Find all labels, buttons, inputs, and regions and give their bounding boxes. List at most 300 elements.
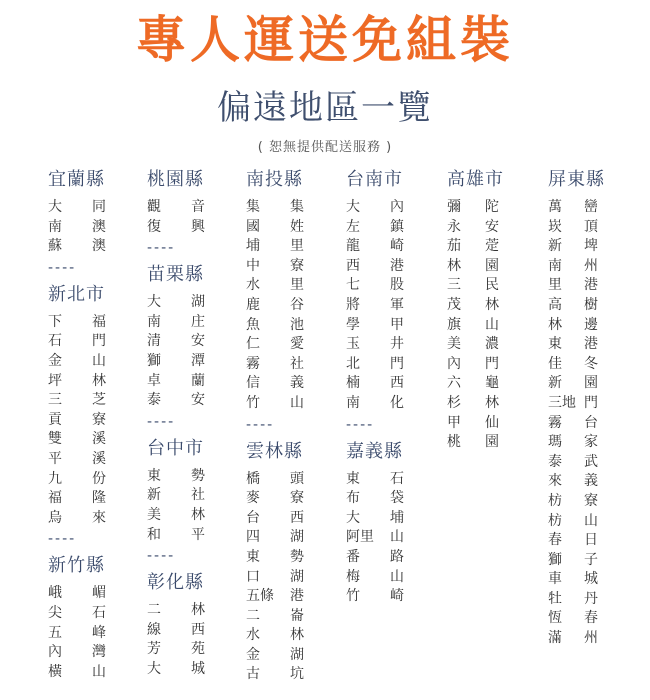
county-name: 彰化縣 — [147, 572, 204, 594]
town-entry — [246, 218, 304, 238]
town-entry — [246, 646, 304, 666]
town-name-part: 湖 — [290, 646, 304, 663]
town-entry — [147, 640, 205, 660]
county-group — [147, 168, 205, 257]
town-name-part: 股 — [390, 277, 404, 294]
town-name-part: 嵋 — [92, 585, 106, 602]
town-name-part: 旗 — [447, 316, 461, 333]
town-name-part: 七 — [346, 277, 360, 294]
town-name-part: 家 — [584, 434, 598, 451]
town-name-part: 平 — [48, 450, 62, 467]
town-name-part: 坑 — [290, 666, 304, 683]
town-entry — [48, 489, 106, 509]
town-name-part: 樹 — [584, 296, 598, 313]
county-separator: ---- — [147, 548, 176, 565]
town-name-part: 大 — [147, 660, 161, 677]
town-name-part: 玉 — [346, 336, 360, 353]
town-name-part: 獅 — [147, 352, 161, 369]
town-name-part: 桃 — [447, 434, 461, 451]
town-name-part: 茄 — [447, 238, 461, 255]
town-entry — [346, 335, 404, 355]
town-name-part: 芳 — [147, 641, 161, 658]
town-name-part: 楠 — [346, 375, 360, 392]
town-name-part: 州 — [584, 630, 598, 647]
town-name-part: 春 — [584, 610, 598, 627]
town-name-part: 五條 — [246, 588, 274, 605]
county-name: 雲林縣 — [246, 440, 303, 462]
town-name-part: 潭 — [191, 352, 205, 369]
region-column — [246, 168, 304, 691]
town-entry — [48, 198, 106, 218]
town-entry — [147, 486, 205, 506]
town-entry — [548, 609, 598, 629]
town-name-part: 五 — [48, 624, 62, 641]
town-name-part: 石 — [92, 604, 106, 621]
town-name-part: 雙 — [48, 431, 62, 448]
town-name-part: 港 — [290, 588, 304, 605]
county-name: 台中市 — [147, 437, 204, 459]
town-name-part: 仁 — [246, 336, 260, 353]
county-name: 苗栗縣 — [147, 264, 204, 286]
town-name-part: 來 — [92, 509, 106, 526]
town-name-part: 里 — [290, 277, 304, 294]
town-name-part: 三 — [447, 277, 461, 294]
town-name-part: 姓 — [290, 218, 304, 235]
town-name-part: 湖 — [290, 529, 304, 546]
town-name-part: 山 — [290, 394, 304, 411]
town-name-part: 隆 — [92, 490, 106, 507]
town-name-part: 大 — [147, 294, 161, 311]
county-name: 台南市 — [346, 169, 403, 190]
town-name-part: 清 — [147, 333, 161, 350]
town-name-part: 高 — [548, 296, 562, 313]
town-name-part: 袋 — [390, 490, 404, 507]
town-entry — [346, 509, 404, 529]
town-name-part: 下 — [48, 313, 62, 330]
town-name-part: 港 — [584, 277, 598, 294]
town-name-part: 內 — [447, 355, 461, 372]
town-entry — [246, 665, 304, 685]
town-entry — [548, 414, 598, 434]
town-entry — [346, 296, 404, 316]
town-name-part: 霧 — [246, 355, 260, 372]
town-name-part: 龜 — [485, 375, 499, 392]
town-entry — [147, 391, 205, 411]
town-name-part: 枋 — [548, 512, 562, 529]
county-group — [147, 437, 205, 565]
town-name-part: 州 — [584, 257, 598, 274]
town-name-part: 南 — [48, 218, 62, 235]
town-name-part: 車 — [548, 571, 562, 588]
town-entry — [48, 604, 106, 624]
town-name-part: 山 — [390, 529, 404, 546]
town-name-part: 二 — [147, 602, 161, 619]
town-name-part: 大 — [48, 199, 62, 215]
town-entry — [48, 411, 106, 431]
town-name-part: 門 — [92, 333, 106, 350]
town-name-part: 龍 — [346, 238, 360, 255]
town-entry — [548, 590, 598, 610]
town-name-part: 門 — [390, 355, 404, 372]
town-entry — [548, 570, 598, 590]
town-name-part: 林 — [191, 602, 205, 619]
town-entry — [246, 257, 304, 277]
town-name-part: 邊 — [584, 316, 598, 333]
town-name-part: 泰 — [147, 392, 161, 409]
town-name-part: 布 — [346, 490, 360, 507]
town-name-part: 杉 — [447, 394, 461, 411]
town-name-part: 九 — [48, 470, 62, 487]
town-entry — [548, 629, 598, 649]
town-name-part: 安 — [485, 218, 499, 235]
town-name-part: 埤 — [584, 238, 598, 255]
town-entry — [548, 512, 598, 532]
county-name: 桃園縣 — [147, 169, 204, 190]
town-name-part: 埔 — [390, 509, 404, 526]
town-entry — [147, 621, 205, 641]
town-name-part: 竹 — [346, 588, 360, 605]
town-entry — [48, 450, 106, 470]
town-entry — [246, 509, 304, 529]
town-entry — [346, 218, 404, 238]
town-name-part: 蘭 — [191, 372, 205, 389]
town-entry — [246, 394, 304, 414]
town-entry — [346, 257, 404, 277]
town-name-part: 西 — [346, 257, 360, 274]
town-name-part: 份 — [92, 470, 106, 487]
town-name-part: 瑪 — [548, 434, 562, 451]
town-name-part: 崙 — [290, 607, 304, 624]
county-name: 屏東縣 — [548, 169, 605, 190]
county-group — [246, 440, 304, 686]
town-entry — [447, 198, 499, 218]
town-entry — [447, 335, 499, 355]
town-entry — [48, 509, 106, 529]
town-entry — [48, 470, 106, 490]
town-entry — [246, 335, 304, 355]
town-name-part: 林 — [92, 372, 106, 389]
town-name-part: 崎 — [390, 238, 404, 255]
town-name-part: 勢 — [191, 467, 205, 484]
town-name-part: 林 — [191, 506, 205, 523]
town-name-part: 澳 — [92, 218, 106, 235]
town-name-part: 牡 — [548, 590, 562, 607]
town-name-part: 安 — [191, 392, 205, 409]
town-name-part: 峰 — [92, 624, 106, 641]
town-entry — [346, 198, 404, 218]
town-entry — [48, 430, 106, 450]
town-entry — [447, 276, 499, 296]
county-name: 高雄市 — [447, 169, 504, 190]
town-name-part: 子 — [584, 551, 598, 568]
town-name-part: 湖 — [290, 568, 304, 585]
town-name-part: 石 — [48, 333, 62, 350]
town-name-part: 日 — [584, 532, 598, 549]
town-name-part: 石 — [390, 470, 404, 487]
town-name-part: 庄 — [191, 313, 205, 330]
town-name-part: 林 — [485, 394, 499, 411]
town-entry — [147, 660, 205, 680]
town-name-part: 中 — [246, 257, 260, 274]
region-column — [147, 168, 205, 686]
town-name-part: 台 — [246, 509, 260, 526]
town-entry — [346, 394, 404, 414]
town-name-part: 巒 — [584, 199, 598, 215]
town-entry — [147, 372, 205, 392]
town-name-part: 美 — [147, 506, 161, 523]
town-name-part: 武 — [584, 453, 598, 470]
town-entry — [246, 607, 304, 627]
town-entry — [548, 492, 598, 512]
town-name-part: 義 — [290, 375, 304, 392]
town-name-part: 寮 — [584, 492, 598, 509]
town-name-part: 東 — [246, 548, 260, 565]
county-name: 新北市 — [48, 283, 105, 305]
town-entry — [246, 568, 304, 588]
county-separator: ---- — [147, 413, 176, 430]
town-name-part: 復 — [147, 218, 161, 235]
town-name-part: 安 — [191, 333, 205, 350]
town-entry — [346, 374, 404, 394]
town-entry — [447, 237, 499, 257]
region-column — [346, 168, 404, 613]
town-entry — [548, 472, 598, 492]
town-entry — [147, 332, 205, 352]
town-name-part: 南 — [147, 313, 161, 330]
town-entry — [48, 391, 106, 411]
town-name-part: 福 — [92, 313, 106, 330]
town-entry — [147, 467, 205, 487]
town-entry — [147, 293, 205, 313]
town-entry — [548, 257, 598, 277]
town-name-part: 北 — [346, 355, 360, 372]
town-name-part: 東 — [346, 470, 360, 487]
town-entry — [447, 257, 499, 277]
town-name-part: 萬 — [548, 199, 562, 215]
town-name-part: 門 — [584, 394, 598, 411]
town-name-part: 社 — [290, 355, 304, 372]
town-name-part: 民 — [485, 277, 499, 294]
town-name-part: 化 — [390, 394, 404, 411]
town-name-part: 新 — [147, 487, 161, 504]
town-name-part: 橫 — [48, 663, 62, 680]
town-entry — [548, 237, 598, 257]
town-name-part: 園 — [485, 257, 499, 274]
town-name-part: 枋 — [548, 492, 562, 509]
town-name-part: 同 — [92, 199, 106, 215]
town-name-part: 山 — [485, 316, 499, 333]
town-name-part: 林 — [485, 296, 499, 313]
town-name-part: 仙 — [485, 414, 499, 431]
town-name-part: 軍 — [390, 296, 404, 313]
town-name-part: 寮 — [92, 411, 106, 428]
town-entry — [346, 470, 404, 490]
town-entry — [447, 433, 499, 453]
town-name-part: 竹 — [246, 394, 260, 411]
town-entry — [346, 237, 404, 257]
town-name-part: 線 — [147, 621, 161, 638]
town-name-part: 尖 — [48, 604, 62, 621]
county-separator: ---- — [147, 240, 176, 257]
headline: 專人運送免組裝 — [136, 11, 514, 69]
town-name-part: 芝 — [92, 392, 106, 409]
county-separator: ---- — [48, 531, 77, 548]
town-name-part: 湖 — [191, 294, 205, 311]
town-name-part: 陀 — [485, 199, 499, 215]
town-entry — [346, 568, 404, 588]
town-entry — [346, 276, 404, 296]
town-entry — [346, 316, 404, 336]
town-name-part: 灣 — [92, 644, 106, 661]
town-name-part: 萣 — [485, 238, 499, 255]
town-entry — [548, 335, 598, 355]
subtitle: 偏遠地區一覽 — [217, 88, 433, 128]
town-name-part: 南 — [346, 394, 360, 411]
town-entry — [246, 626, 304, 646]
town-name-part: 義 — [584, 473, 598, 490]
town-name-part: 阿里 — [346, 529, 374, 546]
town-entry — [48, 624, 106, 644]
town-name-part: 園 — [485, 434, 499, 451]
county-group — [447, 168, 504, 453]
town-name-part: 台 — [584, 414, 598, 431]
town-name-part: 冬 — [584, 355, 598, 372]
town-name-part: 新 — [548, 375, 562, 392]
town-name-part: 山 — [584, 512, 598, 529]
town-name-part: 城 — [191, 660, 205, 677]
town-entry — [548, 296, 598, 316]
town-name-part: 水 — [246, 277, 260, 294]
town-entry — [548, 218, 598, 238]
town-name-part: 林 — [447, 257, 461, 274]
town-entry — [246, 316, 304, 336]
town-entry — [548, 198, 598, 218]
town-name-part: 甲 — [447, 414, 461, 431]
town-name-part: 信 — [246, 375, 260, 392]
county-separator: ---- — [246, 416, 275, 433]
town-name-part: 峨 — [48, 585, 62, 602]
town-name-part: 濃 — [485, 336, 499, 353]
town-entry — [548, 453, 598, 473]
town-name-part: 鎮 — [390, 218, 404, 235]
town-entry — [48, 372, 106, 392]
town-name-part: 港 — [390, 257, 404, 274]
town-name-part: 里 — [548, 277, 562, 294]
town-name-part: 金 — [246, 646, 260, 663]
town-name-part: 福 — [48, 490, 62, 507]
town-entry — [246, 470, 304, 490]
town-name-part: 茂 — [447, 296, 461, 313]
town-entry — [548, 276, 598, 296]
town-name-part: 林 — [290, 627, 304, 644]
town-name-part: 西 — [191, 621, 205, 638]
town-entry — [147, 218, 205, 238]
town-name-part: 城 — [584, 571, 598, 588]
town-name-part: 貢 — [48, 411, 62, 428]
town-entry — [346, 355, 404, 375]
town-entry — [147, 506, 205, 526]
town-name-part: 觀 — [147, 199, 161, 215]
town-entry — [346, 548, 404, 568]
town-entry — [48, 643, 106, 663]
town-name-part: 寮 — [290, 490, 304, 507]
town-name-part: 愛 — [290, 336, 304, 353]
county-name: 新竹縣 — [48, 555, 105, 577]
town-name-part: 六 — [447, 375, 461, 392]
region-column — [447, 168, 504, 459]
town-name-part: 新 — [548, 238, 562, 255]
town-entry — [147, 313, 205, 333]
county-group — [48, 554, 106, 682]
town-entry — [548, 394, 598, 414]
town-name-part: 平 — [191, 526, 205, 543]
county-group — [246, 168, 304, 434]
county-group — [48, 168, 106, 277]
town-name-part: 大 — [346, 199, 360, 215]
town-name-part: 溪 — [92, 450, 106, 467]
town-name-part: 興 — [191, 218, 205, 235]
town-name-part: 勢 — [290, 548, 304, 565]
town-name-part: 三地 — [548, 394, 576, 411]
town-name-part: 水 — [246, 627, 260, 644]
town-entry — [246, 198, 304, 218]
town-name-part: 大 — [346, 509, 360, 526]
town-entry — [246, 374, 304, 394]
town-name-part: 澳 — [92, 238, 106, 255]
town-entry — [246, 548, 304, 568]
town-name-part: 山 — [92, 352, 106, 369]
town-name-part: 山 — [92, 663, 106, 680]
town-entry — [447, 374, 499, 394]
town-entry — [447, 218, 499, 238]
region-column — [548, 168, 605, 655]
town-entry — [548, 531, 598, 551]
town-entry — [548, 551, 598, 571]
town-name-part: 麥 — [246, 490, 260, 507]
town-name-part: 苑 — [191, 641, 205, 658]
town-name-part: 路 — [390, 548, 404, 565]
town-name-part: 東 — [548, 336, 562, 353]
town-entry — [246, 296, 304, 316]
town-entry — [246, 276, 304, 296]
town-name-part: 寮 — [290, 257, 304, 274]
town-name-part: 學 — [346, 316, 360, 333]
town-name-part: 蘇 — [48, 238, 62, 255]
town-entry — [346, 587, 404, 607]
town-entry — [447, 296, 499, 316]
town-name-part: 井 — [390, 336, 404, 353]
town-name-part: 丹 — [584, 590, 598, 607]
town-entry — [246, 489, 304, 509]
town-name-part: 山 — [390, 568, 404, 585]
town-name-part: 將 — [346, 296, 360, 313]
town-name-part: 崁 — [548, 218, 562, 235]
town-entry — [447, 414, 499, 434]
town-name-part: 溪 — [92, 431, 106, 448]
town-name-part: 滿 — [548, 630, 562, 647]
town-name-part: 林 — [548, 316, 562, 333]
service-note: ( 恕無提供配送服務 ) — [257, 140, 393, 155]
town-name-part: 彌 — [447, 199, 461, 215]
town-name-part: 金 — [48, 352, 62, 369]
town-entry — [548, 355, 598, 375]
town-name-part: 國 — [246, 218, 260, 235]
town-name-part: 三 — [48, 392, 62, 409]
town-name-part: 內 — [390, 199, 404, 215]
town-entry — [48, 332, 106, 352]
town-entry — [346, 489, 404, 509]
town-name-part: 崎 — [390, 588, 404, 605]
